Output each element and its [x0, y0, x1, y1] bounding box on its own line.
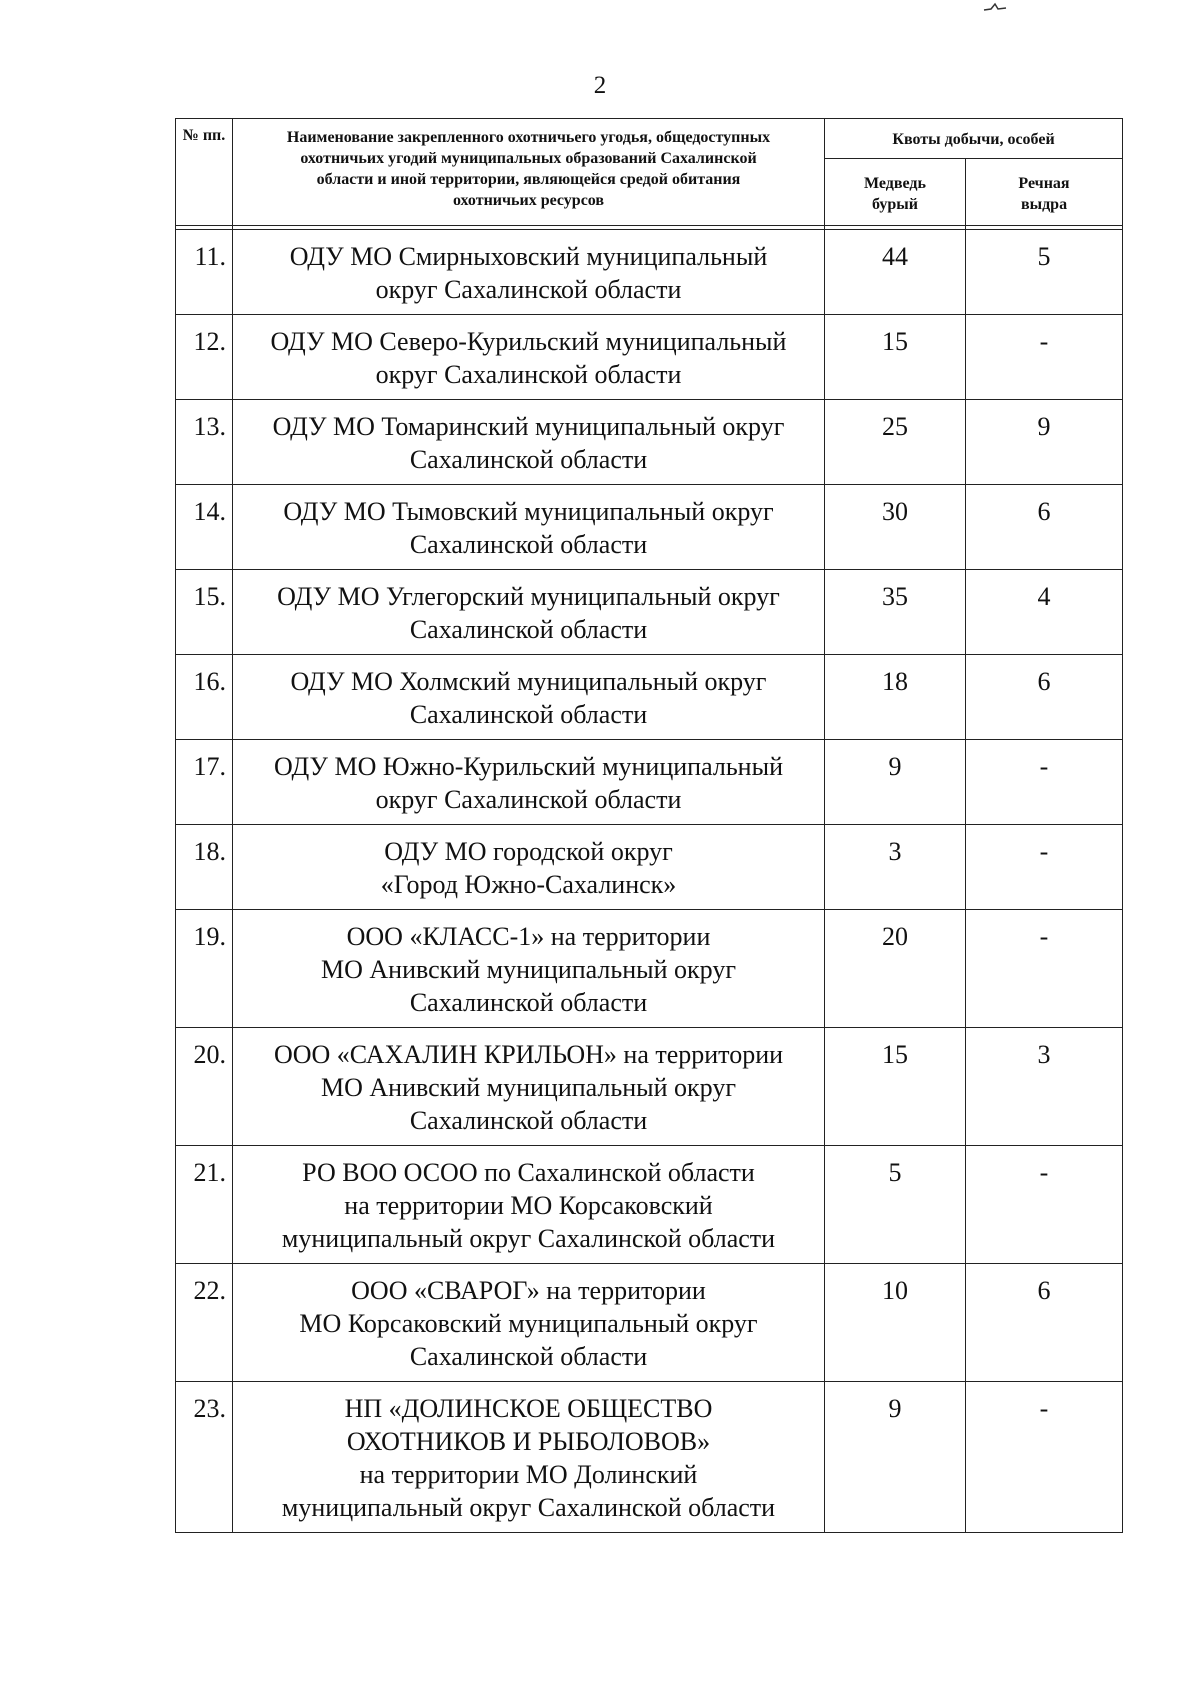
table-row — [176, 1264, 1123, 1382]
row-name — [233, 825, 825, 910]
otter-quota: 3 — [966, 1028, 1123, 1146]
table-row — [176, 230, 1123, 315]
row-number: 14. — [176, 485, 233, 570]
table-row — [176, 485, 1123, 570]
table-row — [176, 1028, 1123, 1146]
row-number: 21. — [176, 1146, 233, 1264]
row-name-line: ОХОТНИКОВ И РЫБОЛОВОВ» — [346, 1427, 711, 1456]
otter-quota: 6 — [966, 1264, 1123, 1382]
row-name-line: ОДУ МО Холмский муниципальный округ — [290, 667, 767, 696]
table-row — [176, 655, 1123, 740]
row-name-line: МО Анивский муниципальный округ — [321, 955, 736, 984]
table-row — [176, 1146, 1123, 1264]
bear-quota: 30 — [825, 485, 966, 570]
bear-quota: 9 — [825, 1382, 966, 1533]
row-name-line: ОДУ МО Тымовский муниципальный округ — [283, 497, 774, 526]
row-name — [233, 230, 825, 315]
header-number: № пп. — [176, 119, 233, 226]
row-number: 13. — [176, 400, 233, 485]
table-row — [176, 910, 1123, 1028]
row-name-line: Сахалинской области — [409, 530, 648, 559]
row-name-line: муниципальный округ Сахалинской области — [281, 1493, 776, 1522]
row-name-line: «Город Южно-Сахалинск» — [380, 870, 677, 899]
bear-quota: 15 — [825, 1028, 966, 1146]
row-name-line: ООО «КЛАСС-1» на территории — [346, 922, 711, 951]
row-name-line: МО Анивский муниципальный округ — [321, 1073, 736, 1102]
otter-quota: 6 — [966, 485, 1123, 570]
row-number: 15. — [176, 570, 233, 655]
row-name — [233, 1028, 825, 1146]
header-name: Наименование закрепленного охотничьего угодья, общедоступных охотничьих угодий муниципальных образований Сахалинской области и иной территории, являющейся средой обитания охотничьих ресурсов — [233, 119, 825, 226]
row-name-line: ООО «САХАЛИН КРИЛЬОН» на территории — [273, 1040, 784, 1069]
row-name-line: Сахалинской области — [409, 988, 648, 1017]
row-name — [233, 1146, 825, 1264]
row-number: 11. — [176, 230, 233, 315]
bear-quota: 5 — [825, 1146, 966, 1264]
otter-quota: 4 — [966, 570, 1123, 655]
row-name-line: Сахалинской области — [409, 445, 648, 474]
row-number: 12. — [176, 315, 233, 400]
row-name — [233, 1382, 825, 1533]
otter-quota: 9 — [966, 400, 1123, 485]
header-quota: Квоты добычи, особей — [825, 119, 1123, 159]
row-name-line: округ Сахалинской области — [375, 360, 682, 389]
table-row — [176, 740, 1123, 825]
row-number: 20. — [176, 1028, 233, 1146]
row-number: 17. — [176, 740, 233, 825]
quota-table — [175, 118, 1123, 1533]
row-name-line: МО Корсаковский муниципальный округ — [299, 1309, 758, 1338]
header-otter: Речная выдра — [966, 159, 1123, 226]
row-name-line: ООО «СВАРОГ» на территории — [351, 1276, 706, 1305]
row-number: 19. — [176, 910, 233, 1028]
bear-quota: 3 — [825, 825, 966, 910]
row-name — [233, 1264, 825, 1382]
otter-quota: - — [966, 1382, 1123, 1533]
row-name-line: на территории МО Долинский — [359, 1460, 698, 1489]
row-name-line: ОДУ МО Южно-Курильский муниципальный — [274, 752, 783, 781]
otter-quota: - — [966, 1146, 1123, 1264]
table-row — [176, 400, 1123, 485]
row-name — [233, 570, 825, 655]
row-number: 16. — [176, 655, 233, 740]
row-name-line: ОДУ МО Смирныховский муниципальный — [289, 242, 768, 271]
row-name-line: РО ВОО ОСОО по Сахалинской области — [302, 1158, 755, 1187]
row-name-line: НП «ДОЛИНСКОЕ ОБЩЕСТВО — [344, 1394, 713, 1423]
row-name — [233, 740, 825, 825]
bear-quota: 15 — [825, 315, 966, 400]
table-row — [176, 1382, 1123, 1533]
row-number: 22. — [176, 1264, 233, 1382]
row-name-line: Сахалинской области — [409, 1106, 648, 1135]
row-number: 18. — [176, 825, 233, 910]
bear-quota: 18 — [825, 655, 966, 740]
row-name-line: Сахалинской области — [409, 700, 648, 729]
bear-quota: 35 — [825, 570, 966, 655]
bear-quota: 9 — [825, 740, 966, 825]
otter-quota: - — [966, 825, 1123, 910]
scan-mark — [982, 0, 1008, 14]
row-name-line: ОДУ МО Углегорский муниципальный округ — [277, 582, 780, 611]
bear-quota: 10 — [825, 1264, 966, 1382]
row-name — [233, 315, 825, 400]
row-name-line: округ Сахалинской области — [375, 785, 682, 814]
otter-quota: - — [966, 315, 1123, 400]
bear-quota: 44 — [825, 230, 966, 315]
row-name — [233, 910, 825, 1028]
otter-quota: 6 — [966, 655, 1123, 740]
otter-quota: - — [966, 910, 1123, 1028]
row-name — [233, 655, 825, 740]
row-name-line: ОДУ МО городской округ — [384, 837, 673, 866]
row-name-line: Сахалинской области — [409, 615, 648, 644]
row-name-line: ОДУ МО Томаринский муниципальный округ — [272, 412, 785, 441]
table-row — [176, 570, 1123, 655]
table-row — [176, 315, 1123, 400]
row-name-line: округ Сахалинской области — [375, 275, 682, 304]
bear-quota: 25 — [825, 400, 966, 485]
row-name — [233, 485, 825, 570]
row-number: 23. — [176, 1382, 233, 1533]
page-number: 2 — [593, 72, 607, 99]
otter-quota: 5 — [966, 230, 1123, 315]
bear-quota: 20 — [825, 910, 966, 1028]
row-name-line: ОДУ МО Северо-Курильский муниципальный — [270, 327, 787, 356]
otter-quota: - — [966, 740, 1123, 825]
header-bear: Медведь бурый — [825, 159, 966, 226]
row-name — [233, 400, 825, 485]
table-row — [176, 825, 1123, 910]
row-name-line: на территории МО Корсаковский — [344, 1191, 713, 1220]
row-name-line: Сахалинской области — [409, 1342, 648, 1371]
row-name-line: муниципальный округ Сахалинской области — [281, 1224, 776, 1253]
